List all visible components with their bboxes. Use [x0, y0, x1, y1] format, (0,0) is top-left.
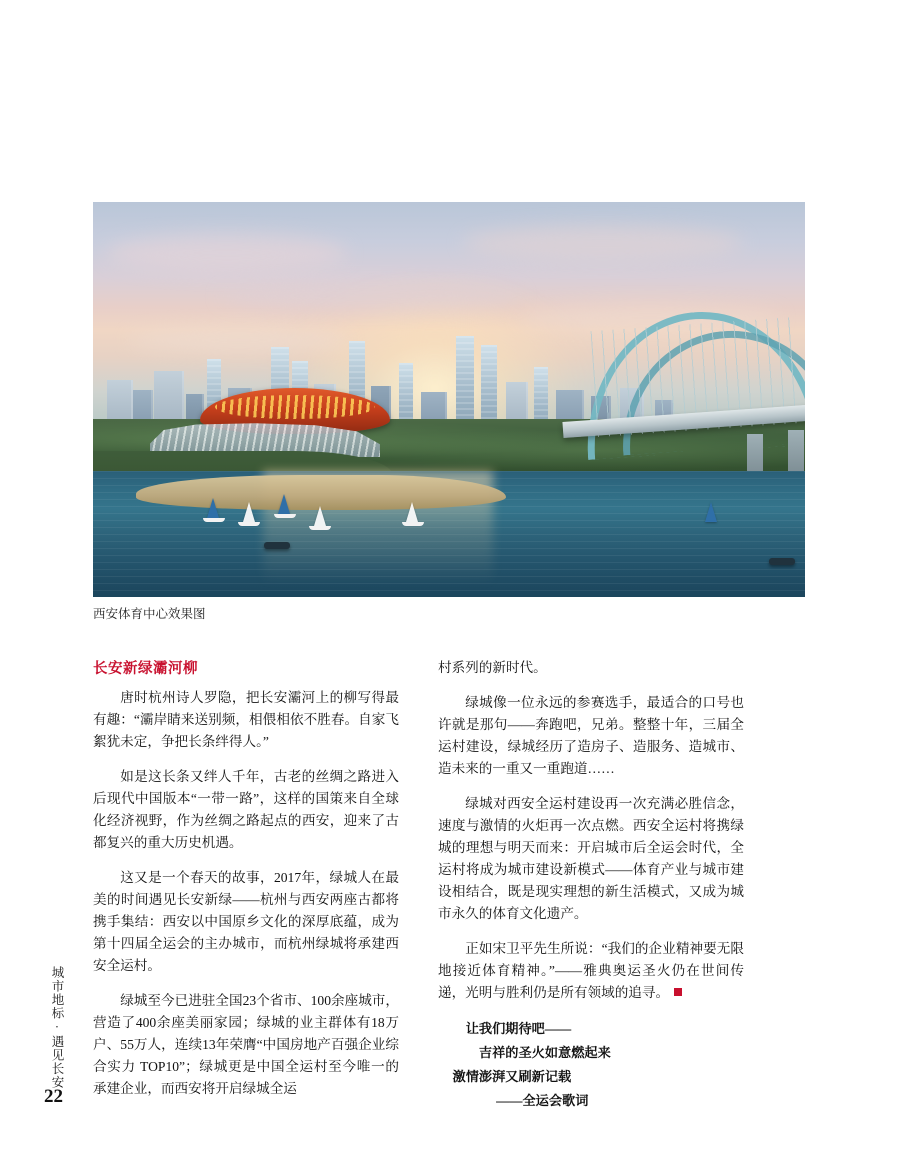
paragraph: 绿城至今已进驻全国23个省市、100余座城市，营造了400余座美丽家园；绿城的业主群体有18万户、55万人，连续13年荣膺“中国房地产百强企业综合实力 TOP10”；绿城更是中国全运村至今唯一的承建企业，而西安将开启绿城全运	[93, 993, 399, 1097]
paragraph: 唐时杭州诗人罗隐，把长安灞河上的柳写得最有趣：“灞岸睛来送别频，相偎相依不胜春。自家飞絮犹未定，争把长条绊得人。”	[93, 690, 399, 750]
sailboat-hull	[402, 522, 424, 526]
running-head-vertical: 城市地标·遇见长安	[50, 966, 64, 1089]
sailboat-hull	[238, 522, 260, 526]
sailboat	[406, 502, 418, 522]
cloud	[221, 281, 521, 311]
lyric-line: 激情澎湃又刷新记载	[452, 1069, 572, 1085]
page-number: 22	[44, 1086, 63, 1107]
song-lyrics	[438, 1017, 744, 1113]
cloud	[107, 234, 347, 272]
sandbar	[136, 475, 506, 511]
paragraph-final	[438, 938, 744, 1004]
sailboat	[243, 502, 255, 522]
sailboat	[314, 506, 326, 526]
paragraph: 村系列的新时代。	[438, 660, 547, 675]
section-title: 长安新绿灞河柳	[93, 661, 198, 677]
boat	[769, 558, 795, 565]
xian-sports-center-rendering	[93, 202, 805, 597]
article-body	[93, 657, 805, 1112]
hero-figure	[93, 202, 805, 597]
lyric-attribution: ——全运会歌词	[496, 1093, 589, 1109]
sailboat	[278, 494, 290, 514]
paragraph: 绿城对西安全运村建设再一次充满必胜信念，速度与激情的火炬再一次点燃。西安全运村将携绿城的理想与明天而来：开启城市后全运会时代，全运村将成为城市建设新模式——体育产业与城市建设相结合，既是现实理想的新生活模式，又成为城市永久的体育文化遗产。	[438, 796, 744, 922]
paragraph-text: 正如宋卫平先生所说：“我们的企业精神要无限地接近体育精神。”——雅典奥运圣火仍在世间传递，光明与胜利仍是所有领域的追寻。	[438, 941, 744, 1001]
lyric-line: 让我们期待吧——	[465, 1021, 572, 1037]
sailboat-hull	[274, 514, 296, 518]
sailboat	[705, 502, 717, 522]
paragraph: 这又是一个春天的故事，2017年，绿城人在最美的时间遇见长安新绿——杭州与西安两座古都将携手集结：西安以中国原乡文化的深厚底蕴，成为第十四届全运会的主办城市，而杭州绿城将承建西安全运村。	[93, 870, 399, 974]
left-column	[93, 657, 399, 1113]
sailboat-hull	[309, 526, 331, 530]
cloud	[463, 226, 743, 260]
paragraph: 绿城像一位永远的参赛选手，最适合的口号也许就是那句——奔跑吧，兄弟。整整十年，三届全运村建设，绿城经历了造房子、造服务、造城市、造未来的一重又一重跑道……	[438, 695, 744, 777]
paragraph: 如是这长条又绊人千年，古老的丝绸之路进入后现代中国版本“一带一路”，这样的国策来自全球化经济视野，作为丝绸之路起点的西安，迎来了古都复兴的重大历史机遇。	[93, 769, 399, 851]
figure-caption: 西安体育中心效果图	[93, 607, 206, 621]
sailboat	[207, 498, 219, 518]
arch-bridge	[563, 305, 805, 495]
lyric-line: 吉祥的圣火如意燃起来	[478, 1045, 611, 1061]
right-column	[438, 657, 744, 1113]
sailboat-hull	[203, 518, 225, 522]
end-of-article-mark	[674, 988, 682, 996]
boat	[264, 542, 290, 549]
